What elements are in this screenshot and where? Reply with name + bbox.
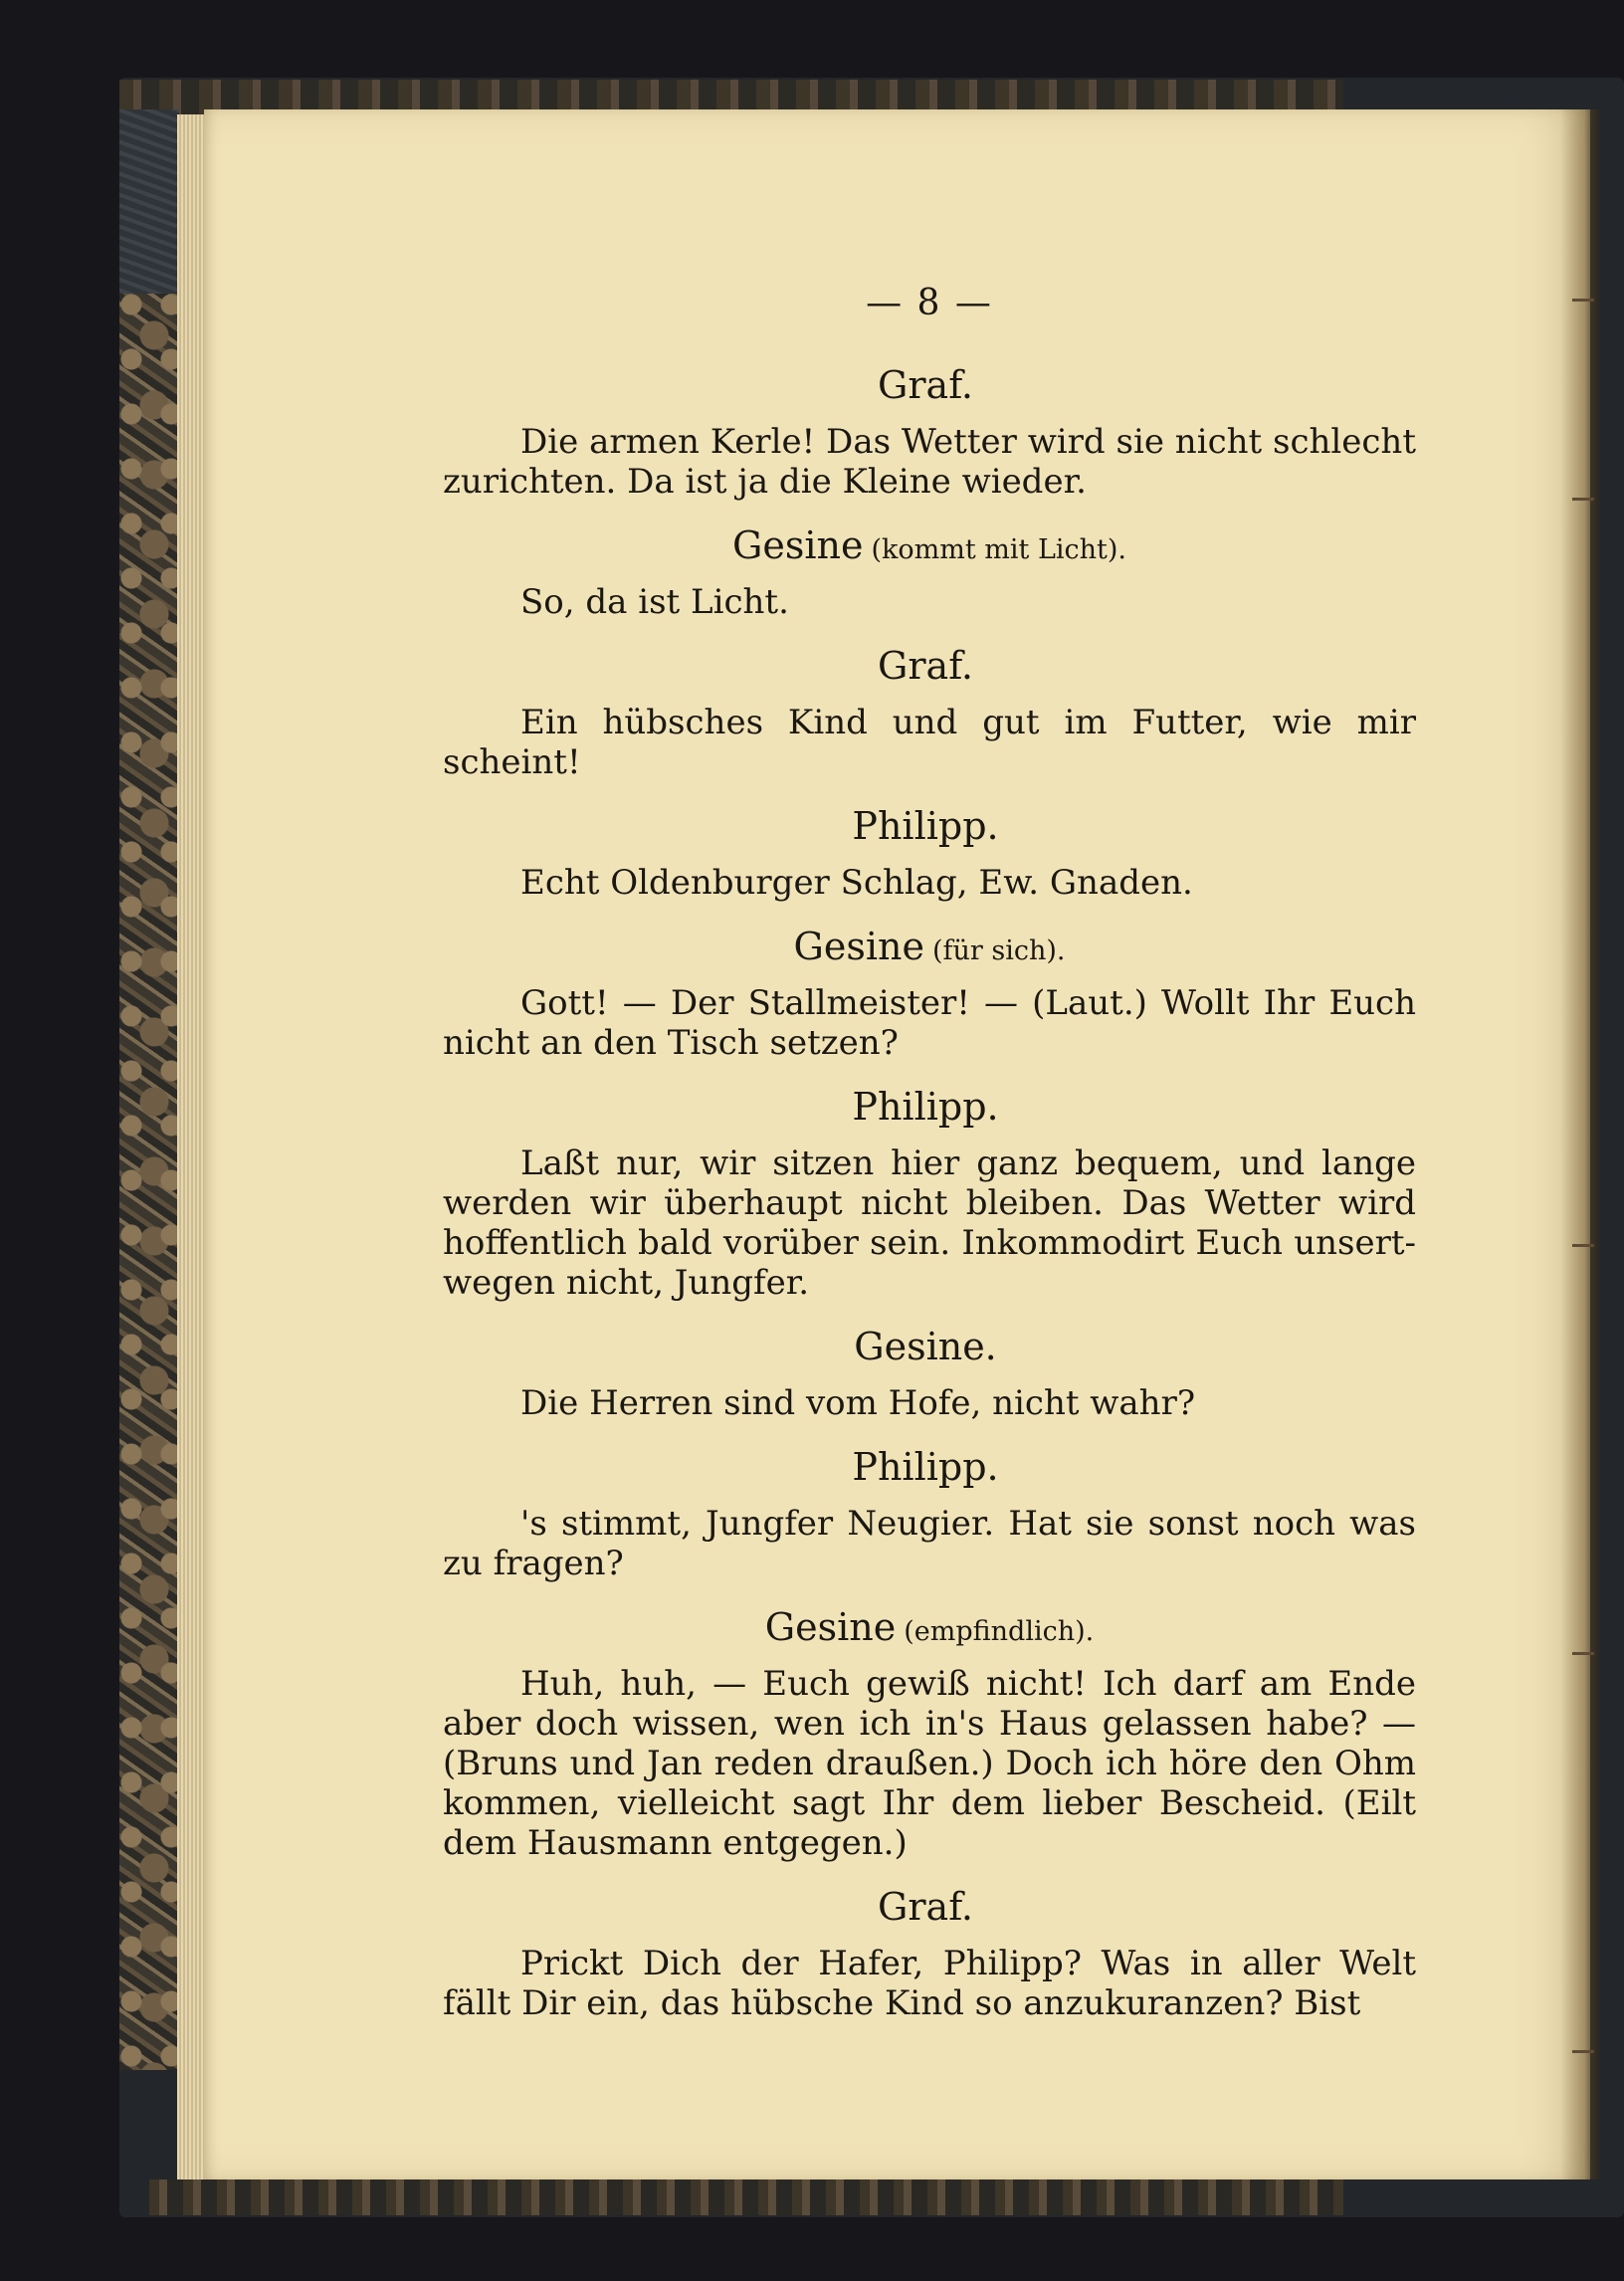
speech-paragraph: Ein hübsches Kind und gut im Futter, wie mir scheint! <box>443 703 1416 782</box>
cover-corner <box>119 109 179 299</box>
page-gutter <box>1560 109 1600 2179</box>
speech-paragraph: 's stimmt, Jungfer Neugier. Hat sie sonst noch was zu fragen? <box>443 1504 1416 1583</box>
speech-paragraph: Huh, huh, — Euch gewiß nicht! Ich darf am Ende aber doch wissen, wen ich in's Haus gelassen habe? — (Bruns und Jan reden draußen.) Doch ich höre den Ohm kommen, vielleicht sagt Ihr dem lieber Bescheid. (Eilt dem Hausmann entgegen.) <box>443 1664 1416 1863</box>
speaker-heading: Gesine (für sich). <box>793 925 1066 968</box>
speaker-heading: Gesine (kommt mit Licht). <box>732 523 1126 567</box>
page-stack-edge <box>177 114 207 2179</box>
speech-paragraph: Die Herren sind vom Hofe, nicht wahr? <box>520 1383 1196 1423</box>
binding-stitch <box>1572 2050 1594 2053</box>
speaker-heading: Gesine (empfindlich). <box>764 1605 1095 1649</box>
speaker-heading: Graf. <box>878 644 973 688</box>
binding-stitch <box>1572 1244 1594 1247</box>
speech-paragraph: So, da ist Licht. <box>520 582 789 622</box>
speaker-heading: Graf. <box>878 1885 973 1929</box>
speech-paragraph: Prickt Dich der Hafer, Philipp? Was in aller Welt fällt Dir ein, das hübsche Kind so anzukuranzen? Bist <box>443 1944 1416 2023</box>
page-number: — 8 — <box>866 283 993 323</box>
binding-stitch <box>1572 1652 1594 1655</box>
speaker-heading: Philipp. <box>852 1085 999 1129</box>
binding-stitch <box>1572 299 1594 302</box>
speaker-heading: Philipp. <box>852 804 999 848</box>
speaker-heading: Graf. <box>878 363 973 407</box>
speaker-heading: Gesine. <box>854 1325 997 1368</box>
speech-paragraph: Laßt nur, wir sitzen hier ganz bequem, und lange werden wir überhaupt nicht bleiben. Das Wetter wird hoffentlich bald vorüber sein. Inkommodirt Euch unsert- wegen nicht, Jungfer. <box>443 1143 1416 1303</box>
binding-stitch <box>1572 498 1594 501</box>
speech-paragraph: Echt Oldenburger Schlag, Ew. Gnaden. <box>520 863 1193 903</box>
page-text <box>443 284 1416 2037</box>
speech-paragraph: Die armen Kerle! Das Wetter wird sie nicht schlecht zurichten. Da ist ja die Kleine wieder. <box>443 422 1416 502</box>
speech-paragraph: Gott! — Der Stallmeister! — (Laut.) Wollt Ihr Euch nicht an den Tisch setzen? <box>443 983 1416 1063</box>
cover-edge-bottom <box>149 2179 1343 2215</box>
speaker-heading: Philipp. <box>852 1445 999 1489</box>
